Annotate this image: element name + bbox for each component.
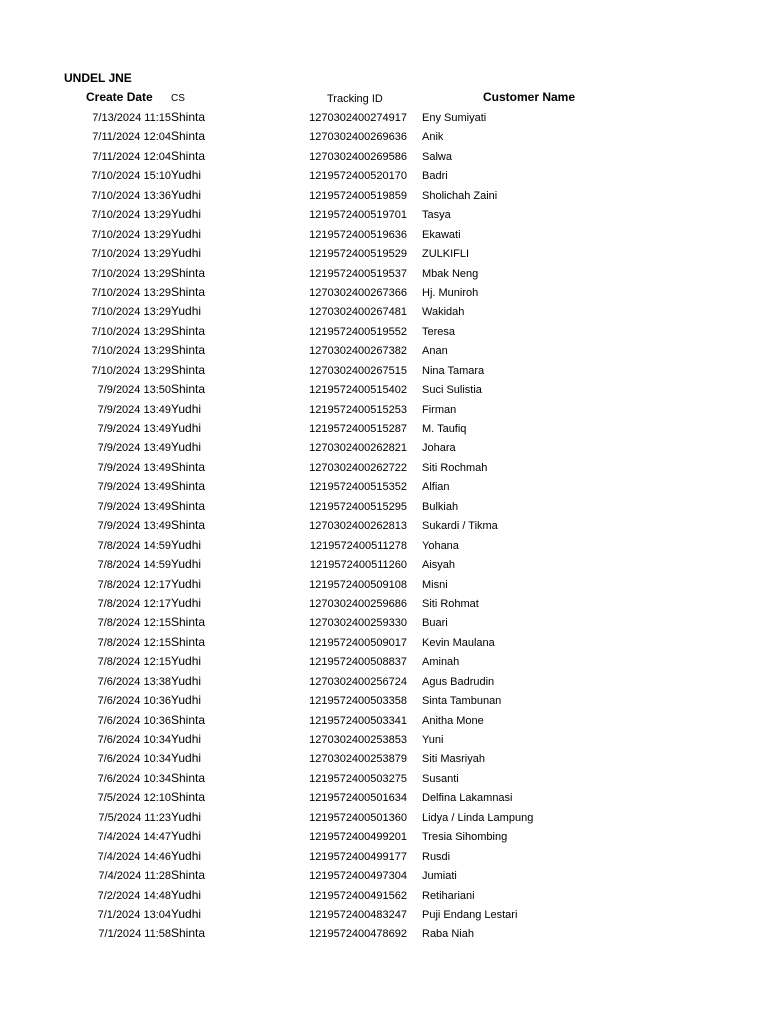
create-date-cell: 7/6/2024 10:36 [97, 714, 171, 727]
tracking-id-cell: 1270302400262813 [309, 520, 407, 533]
customer-name-cell: Susanti [422, 772, 459, 785]
table-row [0, 382, 768, 401]
create-date-cell: 7/10/2024 13:29 [91, 267, 171, 280]
tracking-id-cell: 1219572400519701 [309, 209, 407, 222]
create-date-cell: 7/4/2024 14:46 [97, 850, 171, 863]
create-date-cell: 7/6/2024 10:36 [97, 695, 171, 708]
customer-name-cell: Misni [422, 578, 448, 591]
table-row [0, 324, 768, 343]
cs-cell: Yudhi [171, 848, 202, 863]
customer-name-cell: Siti Rochmah [422, 461, 488, 474]
create-date-cell: 7/13/2024 11:15 [92, 112, 171, 124]
tracking-id-cell: 1270302400256724 [309, 675, 407, 688]
customer-name-cell: Yohana [422, 539, 459, 552]
create-date-cell: 7/10/2024 13:29 [91, 248, 171, 261]
tracking-id-cell: 1219572400499201 [309, 831, 407, 844]
cs-cell: Yudhi [171, 401, 202, 416]
cs-cell: Yudhi [171, 421, 202, 435]
cs-cell: Yudhi [171, 246, 202, 261]
tracking-id-cell: 1219572400509017 [309, 636, 407, 649]
table-row [0, 460, 768, 479]
table-row [0, 888, 768, 907]
customer-name-cell: Bulkiah [422, 500, 459, 513]
tracking-id-cell: 1219572400509108 [309, 578, 407, 591]
customer-name-cell: Hj. Muniroh [422, 286, 479, 299]
create-date-cell: 7/11/2024 12:04 [92, 150, 171, 163]
tracking-id-cell: 1219572400515352 [309, 481, 407, 494]
cs-cell: Shinta [171, 498, 206, 513]
create-date-cell: 7/5/2024 11:23 [98, 811, 171, 824]
cs-cell: Yudhi [171, 168, 202, 183]
table-row [0, 790, 768, 809]
customer-name-cell: Buari [422, 617, 448, 630]
tracking-id-cell: 1219572400515402 [309, 384, 407, 397]
tracking-id-cell: 1219572400511278 [309, 539, 407, 552]
create-date-cell: 7/5/2024 12:10 [97, 792, 171, 805]
cs-cell: Yudhi [171, 207, 202, 222]
tracking-id-cell: 1219572400515287 [309, 423, 407, 435]
cs-cell: Shinta [171, 284, 206, 299]
customer-name-cell: ZULKIFLI [422, 248, 470, 261]
cs-cell: Shinta [171, 518, 206, 533]
header-cs: CS [171, 93, 185, 104]
create-date-cell: 7/4/2024 14:47 [97, 831, 171, 844]
tracking-id-cell: 1270302400269586 [309, 150, 407, 163]
cs-cell: Shinta [171, 712, 206, 727]
cs-cell: Shinta [171, 479, 206, 494]
customer-name-cell: Tresia Sihombing [422, 831, 508, 844]
tracking-id-cell: 1219572400511260 [309, 559, 407, 572]
cs-cell: Shinta [171, 382, 206, 397]
cs-cell: Yudhi [171, 751, 202, 766]
cs-cell: Yudhi [171, 887, 202, 902]
cs-cell: Shinta [171, 459, 206, 474]
table-row [0, 363, 768, 382]
customer-name-cell: Ekawati [422, 228, 461, 241]
table-row [0, 829, 768, 848]
cs-cell: Yudhi [171, 693, 202, 708]
header-tracking-id: Tracking ID [327, 93, 383, 105]
customer-name-cell: Wakidah [422, 306, 465, 319]
create-date-cell: 7/8/2024 12:15 [97, 617, 171, 630]
create-date-cell: 7/10/2024 13:36 [91, 189, 171, 202]
create-date-cell: 7/10/2024 13:29 [91, 209, 171, 222]
customer-name-cell: Teresa [422, 325, 456, 338]
table-row [0, 421, 768, 440]
table-row [0, 440, 768, 459]
tracking-id-cell: 1270302400253853 [309, 734, 407, 746]
tracking-id-cell: 1270302400267366 [309, 286, 407, 299]
cs-cell: Shinta [171, 615, 206, 630]
table-row [0, 907, 768, 926]
table-row [0, 810, 768, 829]
create-date-cell: 7/9/2024 13:49 [97, 461, 171, 474]
table-row [0, 577, 768, 596]
cs-cell: Yudhi [171, 809, 202, 824]
create-date-cell: 7/1/2024 13:04 [97, 908, 171, 921]
customer-name-cell: Aisyah [422, 559, 456, 572]
tracking-id-cell: 1219572400497304 [309, 870, 407, 883]
cs-cell: Yudhi [171, 595, 202, 610]
customer-name-cell: Yuni [422, 734, 444, 746]
tracking-id-cell: 1219572400515253 [309, 403, 407, 416]
table-row [0, 304, 768, 323]
table-row [0, 246, 768, 265]
customer-name-cell: Siti Rohmat [422, 597, 479, 610]
table-row [0, 538, 768, 557]
table-row [0, 868, 768, 887]
table-row [0, 168, 768, 187]
tracking-id-cell: 1270302400259686 [309, 597, 407, 610]
customer-name-cell: Jumiati [422, 870, 457, 883]
tracking-id-cell: 1219572400515295 [309, 500, 407, 513]
table-row [0, 149, 768, 168]
create-date-cell: 7/11/2024 12:04 [92, 131, 171, 144]
tracking-id-cell: 1219572400519552 [309, 325, 407, 338]
customer-name-cell: Anik [422, 131, 444, 144]
tracking-id-cell: 1219572400503275 [309, 772, 407, 785]
create-date-cell: 7/8/2024 12:17 [97, 578, 171, 591]
tracking-id-cell: 1219572400499177 [309, 850, 407, 863]
cs-cell: Yudhi [171, 557, 202, 572]
tracking-id-cell: 1270302400262722 [309, 461, 407, 474]
table-row [0, 207, 768, 226]
create-date-cell: 7/6/2024 10:34 [97, 734, 171, 746]
table-row [0, 266, 768, 285]
customer-name-cell: Siti Masriyah [422, 753, 485, 766]
table-row [0, 129, 768, 148]
cs-cell: Shinta [171, 634, 206, 649]
customer-name-cell: Rusdi [422, 850, 451, 863]
create-date-cell: 7/9/2024 13:49 [97, 442, 171, 455]
create-date-cell: 7/10/2024 13:29 [91, 228, 171, 241]
cs-cell: Yudhi [171, 187, 202, 202]
cs-cell: Shinta [171, 926, 206, 941]
table-row [0, 693, 768, 712]
customer-name-cell: Suci Sulistia [422, 384, 482, 397]
cs-cell: Shinta [171, 790, 206, 805]
table-row [0, 596, 768, 615]
cs-cell: Shinta [171, 148, 206, 163]
table-row [0, 479, 768, 498]
table-row [0, 110, 768, 129]
table-row [0, 499, 768, 518]
create-date-cell: 7/10/2024 13:29 [91, 345, 171, 358]
customer-name-cell: Nina Tamara [422, 364, 485, 377]
cs-cell: Yudhi [171, 829, 202, 844]
create-date-cell: 7/1/2024 11:58 [98, 928, 171, 941]
cs-cell: Shinta [171, 323, 206, 338]
cs-cell: Yudhi [171, 304, 202, 319]
tracking-id-cell: 1270302400274917 [309, 112, 407, 124]
customer-name-cell: Aminah [422, 656, 460, 669]
table-row [0, 732, 768, 751]
table-row [0, 751, 768, 770]
customer-name-cell: Eny Sumiyati [422, 112, 487, 124]
tracking-id-cell: 1219572400491562 [309, 889, 407, 902]
table-row [0, 285, 768, 304]
tracking-id-cell: 1219572400508837 [309, 656, 407, 669]
customer-name-cell: Badri [422, 170, 448, 183]
cs-cell: Yudhi [171, 673, 202, 688]
customer-name-cell: Lidya / Linda Lampung [422, 811, 534, 824]
tracking-id-cell: 1219572400520170 [309, 170, 407, 183]
header-create-date: Create Date [86, 90, 153, 104]
customer-name-cell: Kevin Maulana [422, 636, 495, 649]
create-date-cell: 7/9/2024 13:49 [97, 481, 171, 494]
tracking-id-cell: 1219572400519859 [309, 189, 407, 202]
table-row [0, 713, 768, 732]
tracking-id-cell: 1219572400478692 [309, 928, 407, 941]
tracking-id-cell: 1270302400259330 [309, 617, 407, 630]
tracking-id-cell: 1219572400503341 [309, 714, 407, 727]
create-date-cell: 7/10/2024 13:29 [91, 325, 171, 338]
customer-name-cell: Anitha Mone [422, 714, 484, 727]
tracking-id-cell: 1219572400519537 [309, 267, 407, 280]
create-date-cell: 7/6/2024 10:34 [97, 772, 171, 785]
create-date-cell: 7/9/2024 13:50 [97, 384, 171, 397]
tracking-id-cell: 1270302400253879 [309, 753, 407, 766]
create-date-cell: 7/10/2024 13:29 [91, 286, 171, 299]
table-row [0, 674, 768, 693]
table-row [0, 343, 768, 362]
create-date-cell: 7/9/2024 13:49 [97, 403, 171, 416]
tracking-id-cell: 1270302400267481 [309, 306, 407, 319]
create-date-cell: 7/6/2024 13:38 [97, 675, 171, 688]
tracking-id-cell: 1270302400262821 [309, 442, 407, 455]
cs-cell: Shinta [171, 343, 206, 358]
table-row [0, 188, 768, 207]
customer-name-cell: Firman [422, 403, 457, 416]
customer-name-cell: Delfina Lakamnasi [422, 792, 513, 805]
cs-cell: Yudhi [171, 732, 202, 746]
cs-cell: Shinta [171, 265, 206, 280]
customer-name-cell: Sukardi / Tikma [422, 520, 498, 533]
tracking-id-cell: 1270302400267515 [309, 364, 407, 377]
create-date-cell: 7/9/2024 13:49 [97, 423, 171, 435]
create-date-cell: 7/9/2024 13:49 [97, 520, 171, 533]
tracking-id-cell: 1270302400269636 [309, 131, 407, 144]
customer-name-cell: Mbak Neng [422, 267, 479, 280]
customer-name-cell: Tasya [422, 209, 451, 222]
table-row [0, 771, 768, 790]
table-row [0, 926, 768, 945]
create-date-cell: 7/8/2024 12:15 [97, 656, 171, 669]
create-date-cell: 7/9/2024 13:49 [97, 500, 171, 513]
data-rows [0, 110, 768, 946]
tracking-id-cell: 1219572400483247 [309, 908, 407, 921]
cs-cell: Yudhi [171, 226, 202, 241]
table-row [0, 227, 768, 246]
table-row [0, 402, 768, 421]
cs-cell: Shinta [171, 110, 206, 124]
cs-cell: Yudhi [171, 906, 202, 921]
header-customer-name: Customer Name [483, 90, 576, 104]
cs-cell: Yudhi [171, 537, 202, 552]
customer-name-cell: Sinta Tambunan [422, 695, 502, 708]
create-date-cell: 7/8/2024 12:17 [97, 597, 171, 610]
table-row [0, 615, 768, 634]
sheet-title: UNDEL JNE [64, 71, 132, 85]
create-date-cell: 7/8/2024 12:15 [97, 636, 171, 649]
tracking-id-cell: 1219572400501360 [309, 811, 407, 824]
cs-cell: Shinta [171, 770, 206, 785]
create-date-cell: 7/8/2024 14:59 [97, 539, 171, 552]
cs-cell: Yudhi [171, 576, 202, 591]
cs-cell: Shinta [171, 868, 206, 883]
create-date-cell: 7/4/2024 11:28 [98, 870, 171, 883]
customer-name-cell: Agus Badrudin [422, 675, 495, 688]
create-date-cell: 7/10/2024 13:29 [91, 306, 171, 319]
table-row [0, 518, 768, 537]
tracking-id-cell: 1219572400503358 [309, 695, 407, 708]
tracking-id-cell: 1219572400519636 [309, 228, 407, 241]
table-row [0, 849, 768, 868]
cs-cell: Yudhi [171, 440, 202, 455]
create-date-cell: 7/6/2024 10:34 [97, 753, 171, 766]
customer-name-cell: Salwa [422, 150, 452, 163]
cs-cell: Shinta [171, 362, 206, 377]
tracking-id-cell: 1219572400501634 [309, 792, 407, 805]
cs-cell: Yudhi [171, 654, 202, 669]
create-date-cell: 7/10/2024 15:10 [91, 170, 171, 183]
tracking-id-cell: 1270302400267382 [309, 345, 407, 358]
customer-name-cell: Sholichah Zaini [422, 189, 498, 202]
create-date-cell: 7/8/2024 14:59 [97, 559, 171, 572]
customer-name-cell: M. Taufiq [422, 423, 467, 435]
create-date-cell: 7/10/2024 13:29 [91, 364, 171, 377]
create-date-cell: 7/2/2024 14:48 [97, 889, 171, 902]
table-row [0, 557, 768, 576]
cs-cell: Shinta [171, 129, 206, 144]
customer-name-cell: Johara [422, 442, 456, 455]
customer-name-cell: Puji Endang Lestari [422, 908, 518, 921]
table-row [0, 635, 768, 654]
tracking-id-cell: 1219572400519529 [309, 248, 407, 261]
customer-name-cell: Anan [422, 345, 448, 358]
customer-name-cell: Alfian [422, 481, 450, 494]
customer-name-cell: Raba Niah [422, 928, 474, 941]
table-row [0, 654, 768, 673]
customer-name-cell: Retihariani [422, 889, 475, 902]
